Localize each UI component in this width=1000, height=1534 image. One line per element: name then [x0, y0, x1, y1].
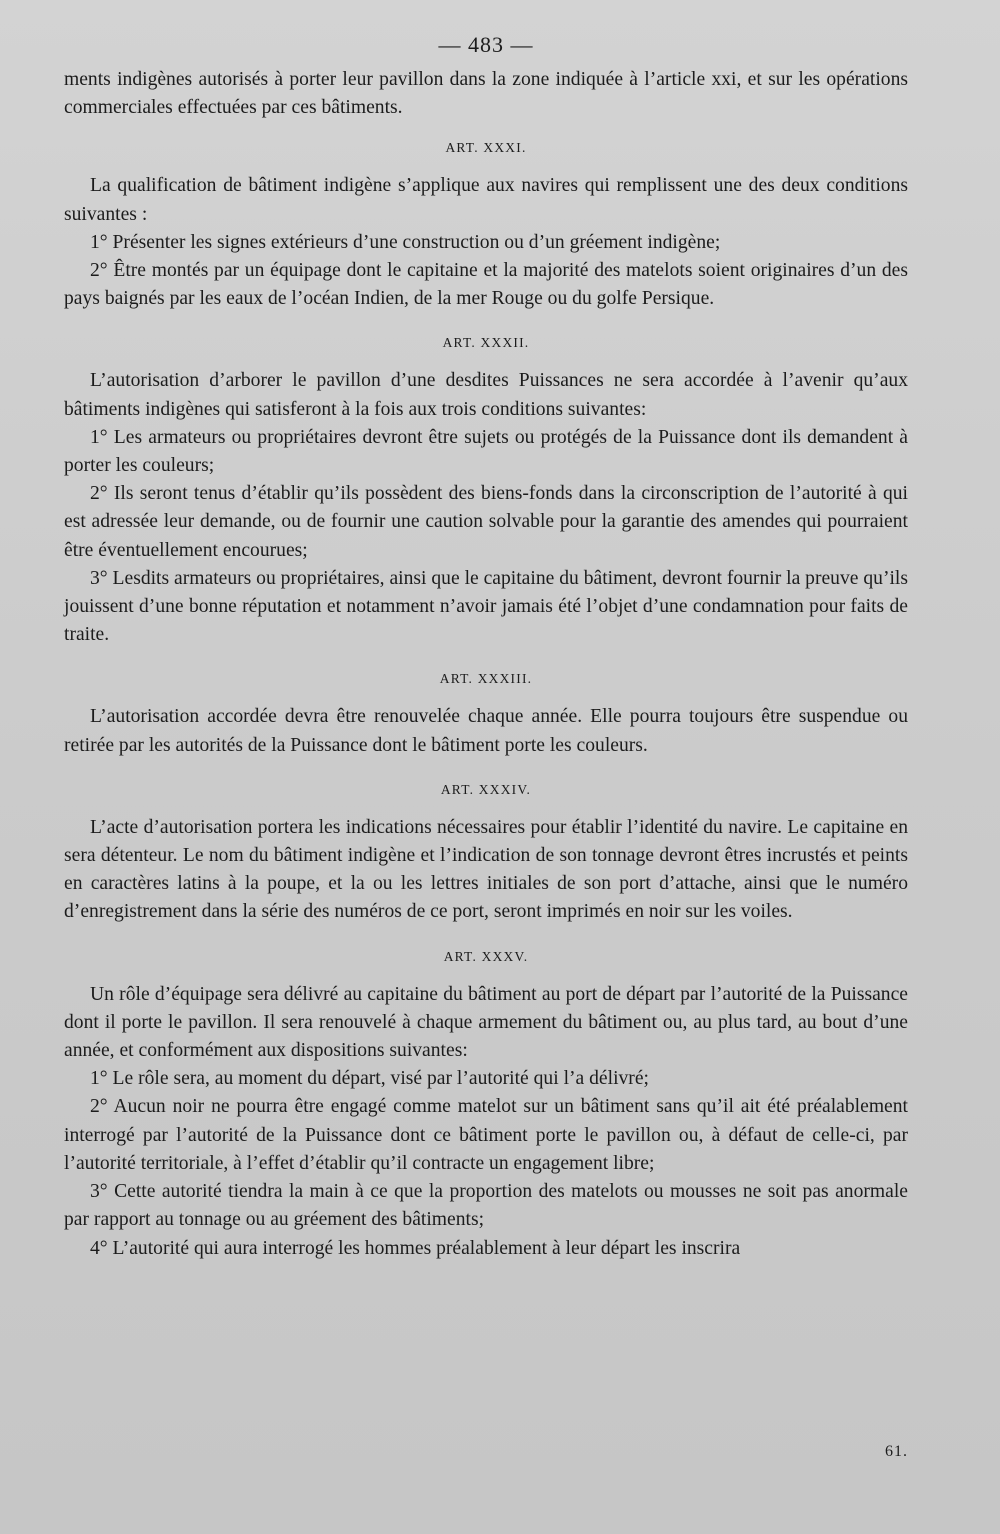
article-xxxv-paragraph-3: 2° Aucun noir ne pourra être engagé comme matelot sur un bâtiment sans qu’il ait été préalablement interrogé par l’autorité de la Puissance dont ce bâtiment porte le pavillon ou, à défaut de celle-ci, par l’autorité territoriale, à l’effet d’établir qu’il contracte un engagement libre;	[64, 1096, 908, 1174]
article-heading-xxxii: ART. XXXII.	[442, 335, 530, 351]
article-xxxiv-paragraph-1: L’acte d’autorisation portera les indications nécessaires pour établir l’identité du navire. Le capitaine en sera détenteur. Le nom du bâtiment indigène et l’indication de son tonnage devront êtres incrustés et peints en caractères latins à la poupe, et la ou les lettres initiales de son port d’attache, ainsi que le numéro d’enregistrement dans la série des numéros de ce port, seront imprimés en noir sur les voiles.	[64, 816, 908, 923]
article-xxxiii-paragraph-1: L’autorisation accordée devra être renouvelée chaque année. Elle pourra toujours être suspendue ou retirée par les autorités de la Puissance dont le bâtiment porte les couleurs.	[64, 706, 908, 756]
article-xxxii-paragraph-3: 2° Ils seront tenus d’établir qu’ils possèdent des biens-fonds dans la circonscription de l’autorité à qui est adressée leur demande, ou de fournir une caution solvable pour la garantie des amendes qui pourraient être éventuellement encourues;	[64, 483, 908, 561]
page-number: — 483 —	[438, 32, 534, 57]
article-xxxv-paragraph-2: 1° Le rôle sera, au moment du départ, visé par l’autorité qui l’a délivré;	[90, 1068, 649, 1090]
article-xxxv-paragraph-4: 3° Cette autorité tiendra la main à ce que la proportion des matelots ou mousses ne soit pas anormale par rapport au tonnage ou au gréement des bâtiments;	[64, 1181, 908, 1231]
signature-mark: 61.	[885, 1443, 908, 1460]
article-xxxi-paragraph-3: 2° Être montés par un équipage dont le capitaine et la majorité des matelots soient originaires d’un des pays baignés par les eaux de l’océan Indien, de la mer Rouge ou du golfe Persique.	[64, 260, 908, 310]
article-xxxv-paragraph-5: 4° L’autorité qui aura interrogé les hommes préalablement à leur départ les inscrira	[90, 1237, 741, 1259]
article-xxxii-paragraph-4: 3° Lesdits armateurs ou propriétaires, ainsi que le capitaine du bâtiment, devront fournir la preuve qu’ils jouissent d’une bonne réputation et notamment n’avoir jamais été l’objet d’une condamnation pour faits de traite.	[64, 567, 909, 646]
opening-paragraph: ments indigènes autorisés à porter leur pavillon dans la zone indiquée à l’article xxi, et sur les opérations commerciales effectuées par ces bâtiments.	[64, 69, 908, 119]
article-xxxii-paragraph-1: L’autorisation d’arborer le pavillon d’une desdites Puissances ne sera accordée à l’avenir qu’aux bâtiments indigènes qui satisferont à la fois aux trois conditions suivantes:	[64, 370, 908, 420]
article-heading-xxxi: ART. XXXI.	[445, 140, 527, 156]
article-xxxi-paragraph-2: 1° Présenter les signes extérieurs d’une construction ou d’un gréement indigène;	[90, 231, 721, 253]
article-heading-xxxv: ART. XXXV.	[443, 948, 529, 964]
article-heading-xxxiii: ART. XXXIII.	[439, 671, 533, 687]
article-heading-xxxiv: ART. XXXIV.	[440, 781, 532, 797]
article-xxxii-paragraph-2: 1° Les armateurs ou propriétaires devront être sujets ou protégés de la Puissance dont ils demandent à porter les couleurs;	[64, 426, 908, 477]
article-xxxi-paragraph-1: La qualification de bâtiment indigène s’applique aux navires qui remplissent une des deux conditions suivantes :	[64, 175, 908, 225]
article-xxxv-paragraph-1: Un rôle d’équipage sera délivré au capitaine du bâtiment au port de départ par l’autorité de la Puissance dont il porte le pavillon. Il sera renouvelé à chaque armement du bâtiment ou, au plus tard, au bout d’une année, et conformément aux dispositions suivantes:	[64, 983, 908, 1062]
